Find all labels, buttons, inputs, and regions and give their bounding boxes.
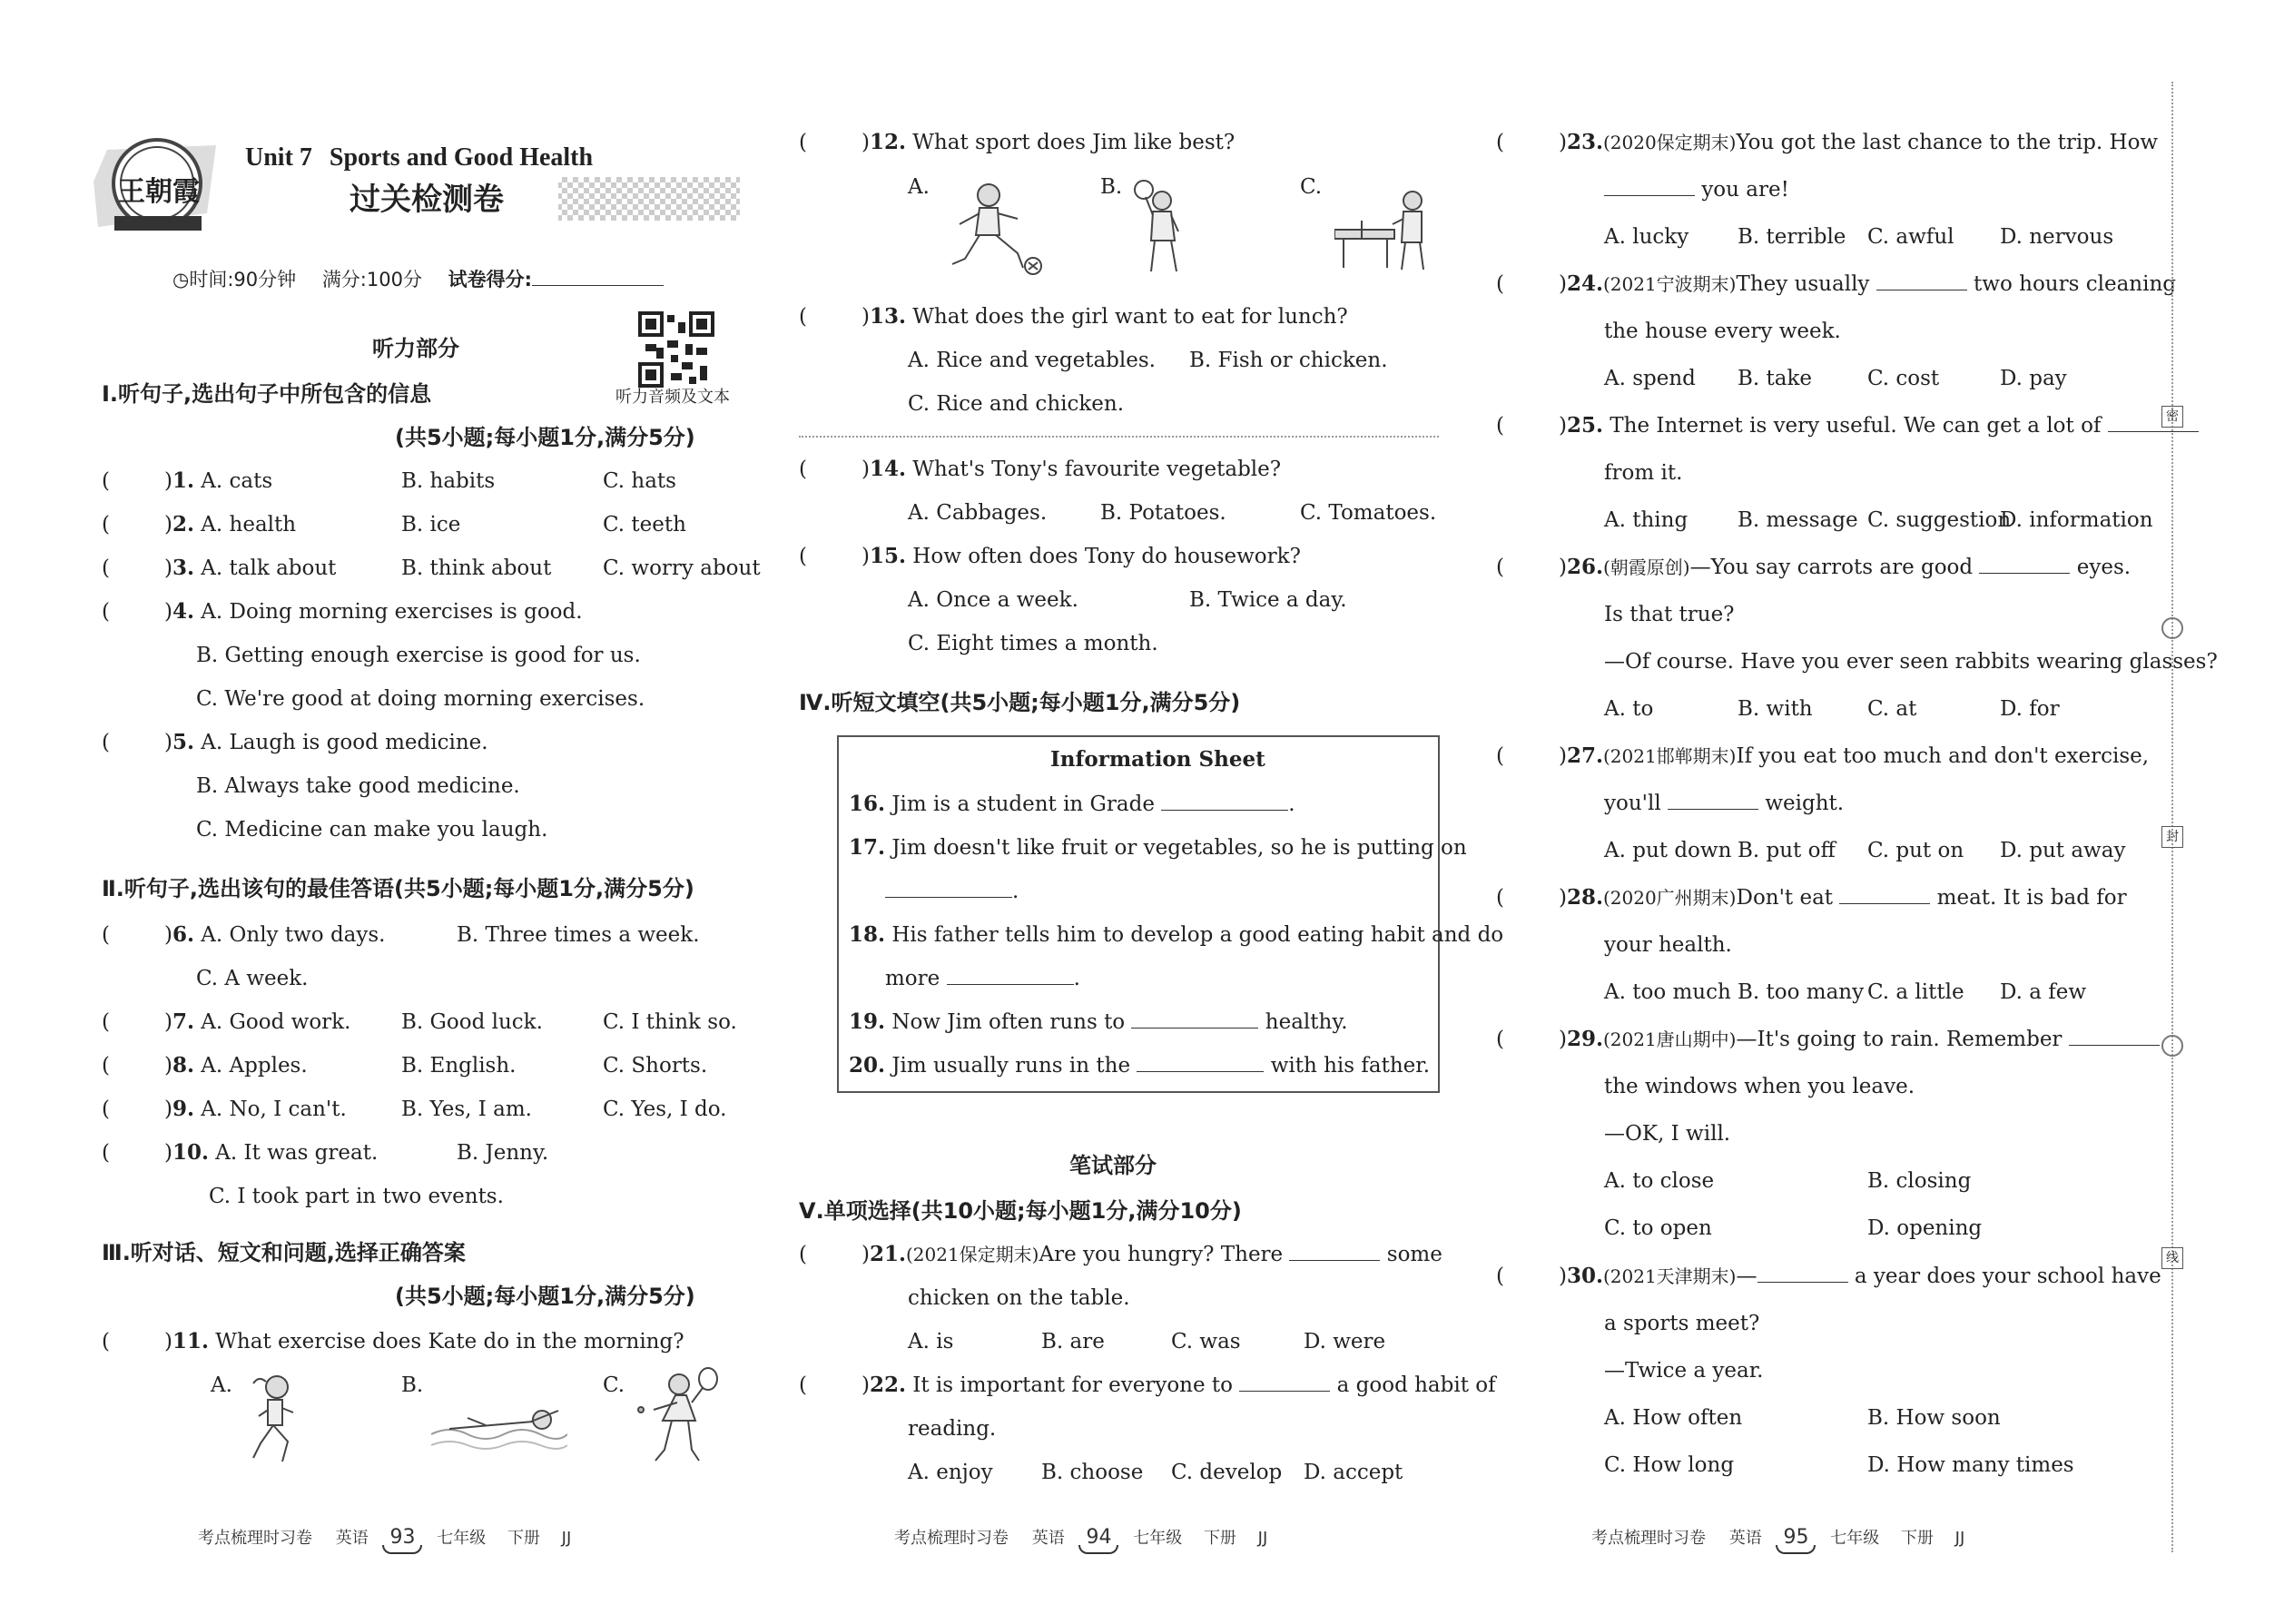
q-text: What exercise does Kate do in the morning? bbox=[215, 1330, 684, 1353]
answer-blank[interactable] bbox=[2108, 413, 2199, 432]
q30-option-c[interactable]: C. How long bbox=[1604, 1453, 1735, 1477]
publisher-logo bbox=[89, 127, 225, 236]
answer-blank[interactable] bbox=[1839, 885, 1930, 904]
q24-option-b[interactable]: B. take bbox=[1738, 367, 1813, 390]
q9-option-c[interactable]: C. Yes, I do. bbox=[603, 1097, 727, 1121]
answer-blank[interactable] bbox=[1757, 1264, 1848, 1283]
q-num: 23. bbox=[1566, 130, 1603, 154]
q-text: You got the last chance to the trip. How bbox=[1736, 131, 2159, 154]
question-16 bbox=[849, 792, 1295, 817]
running-girl-image bbox=[241, 1371, 313, 1471]
q-num: 1. bbox=[172, 468, 194, 493]
basketball-boy-image bbox=[1126, 177, 1198, 286]
footer-page-93 bbox=[198, 1525, 571, 1549]
unit-label bbox=[245, 145, 593, 171]
question-5: ( )5. A. Laugh is good medicine. bbox=[102, 730, 488, 754]
q-num: 4. bbox=[172, 599, 194, 624]
test-title: 过关检测卷 bbox=[350, 182, 504, 218]
q23-line2 bbox=[1604, 177, 1789, 202]
q7-option-b[interactable]: B. Good luck. bbox=[401, 1010, 543, 1034]
q-num: 22. bbox=[869, 1373, 906, 1397]
q-source: (朝霞原创) bbox=[1602, 556, 1690, 578]
seal-mark: 线 bbox=[2161, 1247, 2183, 1269]
q5-option-b[interactable]: B. Always take good medicine. bbox=[196, 774, 520, 798]
question-25: ( )25. The Internet is very useful. We can get a lot of bbox=[1496, 413, 2199, 438]
option-a[interactable]: A. talk about bbox=[201, 556, 337, 580]
footer-ed: JJ bbox=[561, 1529, 572, 1548]
option-a[interactable]: A. It was great. bbox=[215, 1141, 379, 1165]
q-text: If you eat too much and don't exercise, bbox=[1736, 744, 2150, 768]
q-num: 29. bbox=[1566, 1027, 1603, 1051]
q-num: 12. bbox=[869, 130, 906, 154]
q-text: His father tells him to develop a good eating habit and do bbox=[891, 923, 1504, 947]
q-text: Don't eat bbox=[1736, 886, 1834, 910]
q28-option-c[interactable]: C. a little bbox=[1867, 980, 1964, 1004]
q-end: weight. bbox=[1765, 792, 1845, 815]
qr-caption: 听力音频及文本 bbox=[615, 388, 730, 407]
time-text: 时间:90分钟 bbox=[189, 269, 297, 290]
q26-line3: —Of course. Have you ever seen rabbits wearing glasses? bbox=[1604, 650, 2218, 674]
q27-option-b[interactable]: B. put off bbox=[1738, 839, 1836, 862]
binding-line bbox=[2171, 82, 2173, 1552]
q23-option-a[interactable]: A. lucky bbox=[1604, 225, 1689, 249]
footer-subject: 英语 bbox=[335, 1529, 369, 1548]
q9-option-b[interactable]: B. Yes, I am. bbox=[401, 1097, 532, 1121]
footer-subject: 英语 bbox=[1031, 1529, 1065, 1548]
question-4: ( )4. A. Doing morning exercises is good. bbox=[102, 599, 583, 624]
question-21: ( )21.(2021保定期末)Are you hungry? There some bbox=[799, 1242, 1442, 1266]
writing-title: 笔试部分 bbox=[1069, 1153, 1157, 1178]
answer-blank[interactable] bbox=[1668, 791, 1758, 810]
q-end: eyes. bbox=[2076, 556, 2132, 579]
question-17 bbox=[849, 835, 1467, 861]
q26-option-c[interactable]: C. at bbox=[1867, 697, 1917, 721]
q-end: . bbox=[1012, 880, 1019, 903]
question-30: ( )30.(2021天津期末)— a year does your school have bbox=[1496, 1264, 2161, 1288]
q-num: 24. bbox=[1566, 271, 1603, 296]
q28-option-d[interactable]: D. a few bbox=[2000, 980, 2087, 1004]
q11-option-a[interactable]: A. bbox=[211, 1373, 232, 1397]
logo-text: 王朝霞 bbox=[118, 176, 200, 208]
question-8: ( )8. A. Apples. bbox=[102, 1053, 308, 1078]
q26-option-d[interactable]: D. for bbox=[2000, 697, 2060, 721]
seal-mark: 封 bbox=[2161, 826, 2183, 848]
q12-option-c[interactable]: C. bbox=[1300, 175, 1323, 199]
q-num: 7. bbox=[172, 1009, 194, 1034]
q24-option-c[interactable]: C. cost bbox=[1867, 367, 1940, 390]
q-num: 30. bbox=[1566, 1264, 1603, 1288]
q-num: 2. bbox=[172, 512, 194, 536]
section3-title: Ⅲ.听对话、短文和问题,选择正确答案 bbox=[102, 1240, 466, 1265]
q13-option-c[interactable]: C. Rice and chicken. bbox=[908, 392, 1125, 416]
answer-blank[interactable] bbox=[1876, 271, 1967, 290]
q25-option-c[interactable]: C. suggestion bbox=[1867, 508, 2012, 532]
footer-subject: 英语 bbox=[1728, 1529, 1762, 1548]
option-a[interactable]: A. Laugh is good medicine. bbox=[201, 731, 488, 754]
q21-option-b[interactable]: B. are bbox=[1041, 1330, 1105, 1353]
q13-option-b[interactable]: B. Fish or chicken. bbox=[1189, 349, 1388, 372]
question-3: ( )3. A. talk about bbox=[102, 556, 337, 580]
q29-line3: —OK, I will. bbox=[1604, 1122, 1731, 1146]
q-text: Jim usually runs in the bbox=[891, 1054, 1131, 1078]
q25-option-a[interactable]: A. thing bbox=[1604, 508, 1689, 532]
q10-option-c[interactable]: C. I took part in two events. bbox=[209, 1185, 504, 1208]
q4-option-c[interactable]: C. We're good at doing morning exercises. bbox=[196, 687, 645, 711]
q27-line2 bbox=[1604, 791, 1844, 816]
q-text: The Internet is very useful. We can get a lot of bbox=[1610, 414, 2102, 438]
q22-option-c[interactable]: C. develop bbox=[1171, 1461, 1283, 1484]
question-24: ( )24.(2021宁波期末)They usually two hours cleaning bbox=[1496, 271, 2176, 296]
q13-option-a[interactable]: A. Rice and vegetables. bbox=[908, 349, 1156, 372]
q-num: 27. bbox=[1566, 743, 1603, 768]
page-number: 93 bbox=[389, 1526, 416, 1549]
q27-option-a[interactable]: A. put down bbox=[1604, 839, 1732, 862]
question-15: ( )15. How often does Tony do housework? bbox=[799, 544, 1301, 568]
q-num: 16. bbox=[849, 792, 886, 816]
q-end: meat. It is bad for bbox=[1936, 886, 2127, 910]
q-num: 17. bbox=[849, 835, 886, 860]
q14-option-c[interactable]: C. Tomatoes. bbox=[1300, 501, 1437, 525]
answer-blank[interactable] bbox=[2069, 1027, 2160, 1046]
section1-title: Ⅰ.听句子,选出句子中所包含的信息 bbox=[102, 381, 432, 407]
q-source: (2021宁波期末) bbox=[1602, 273, 1737, 295]
q-source: (2021天津期末) bbox=[1602, 1265, 1737, 1287]
question-6: ( )6. A. Only two days. bbox=[102, 922, 386, 947]
q14-option-a[interactable]: A. Cabbages. bbox=[908, 501, 1048, 525]
q-text: Now Jim often runs to bbox=[891, 1010, 1126, 1034]
score-label: 试卷得分: bbox=[448, 269, 533, 290]
swimming-image bbox=[431, 1398, 567, 1462]
option-a[interactable]: A. No, I can't. bbox=[201, 1097, 347, 1121]
q7-option-c[interactable]: C. I think so. bbox=[603, 1010, 737, 1034]
q6-option-b[interactable]: B. Three times a week. bbox=[457, 923, 700, 947]
q-num: 5. bbox=[172, 730, 194, 754]
q-num: 18. bbox=[849, 922, 886, 947]
q15-option-b[interactable]: B. Twice a day. bbox=[1189, 588, 1347, 612]
q10-option-b[interactable]: B. Jenny. bbox=[457, 1141, 549, 1165]
q28-option-b[interactable]: B. too many bbox=[1738, 980, 1865, 1004]
q30-option-d[interactable]: D. How many times bbox=[1867, 1453, 2074, 1477]
q11-option-c[interactable]: C. bbox=[603, 1373, 625, 1397]
q14-option-b[interactable]: B. Potatoes. bbox=[1100, 501, 1226, 525]
section4-title: Ⅳ.听短文填空(共5小题;每小题1分,满分5分) bbox=[799, 690, 1241, 715]
sheet-title: Information Sheet bbox=[1050, 747, 1265, 772]
unit-number: Unit 7 bbox=[245, 143, 312, 172]
q-source: (2020保定期末) bbox=[1602, 132, 1737, 153]
option-a[interactable]: A. cats bbox=[201, 469, 273, 493]
q23-option-b[interactable]: B. terrible bbox=[1738, 225, 1846, 249]
tennis-girl-image bbox=[635, 1366, 726, 1471]
q-end: a year does your school have bbox=[1854, 1265, 2161, 1288]
footer-book: 考点梳理时习卷 bbox=[198, 1529, 312, 1548]
q29-option-c[interactable]: C. to open bbox=[1604, 1216, 1712, 1240]
footer-grade: 七年级 bbox=[1133, 1529, 1183, 1548]
q-end: a good habit of bbox=[1336, 1373, 1496, 1397]
section5-title: Ⅴ.单项选择(共10小题;每小题1分,满分10分) bbox=[799, 1198, 1242, 1224]
q21-option-c[interactable]: C. was bbox=[1171, 1330, 1241, 1353]
q22-option-a[interactable]: A. enjoy bbox=[908, 1461, 993, 1484]
qr-code bbox=[638, 311, 714, 388]
question-13: ( )13. What does the girl want to eat for lunch? bbox=[799, 304, 1348, 329]
time-info bbox=[172, 267, 664, 292]
q-text: Are you hungry? There bbox=[1039, 1243, 1284, 1266]
q23-option-c[interactable]: C. awful bbox=[1867, 225, 1954, 249]
q21-option-d[interactable]: D. were bbox=[1304, 1330, 1386, 1353]
question-7: ( )7. A. Good work. bbox=[102, 1009, 351, 1034]
answer-blank[interactable] bbox=[1137, 1053, 1264, 1072]
q25-line2: from it. bbox=[1604, 461, 1683, 485]
q21-option-a[interactable]: A. is bbox=[908, 1330, 954, 1353]
question-11: ( )11. What exercise does Kate do in the morning? bbox=[102, 1329, 684, 1353]
q-num: 3. bbox=[172, 556, 194, 580]
answer-blank[interactable] bbox=[1131, 1009, 1258, 1029]
q-text: It is important for everyone to bbox=[912, 1373, 1234, 1397]
q22-option-d[interactable]: D. accept bbox=[1304, 1461, 1403, 1484]
q1-option-c[interactable]: C. hats bbox=[603, 469, 676, 493]
q27-option-d[interactable]: D. put away bbox=[2000, 839, 2126, 862]
q-text: Jim doesn't like fruit or vegetables, so he is putting on bbox=[891, 836, 1467, 860]
q1-option-b[interactable]: B. habits bbox=[401, 469, 496, 493]
answer-blank[interactable] bbox=[1239, 1373, 1330, 1392]
q-num: 14. bbox=[869, 457, 906, 481]
question-14: ( )14. What's Tony's favourite vegetable? bbox=[799, 457, 1282, 481]
footer-book: 考点梳理时习卷 bbox=[1591, 1529, 1706, 1548]
footer-grade: 七年级 bbox=[437, 1529, 487, 1548]
q-text: —It's going to rain. Remember bbox=[1736, 1028, 2063, 1051]
q-end: . bbox=[1288, 792, 1295, 816]
q15-option-c[interactable]: C. Eight times a month. bbox=[908, 632, 1158, 655]
q27-option-c[interactable]: C. put on bbox=[1867, 839, 1964, 862]
listening-title: 听力部分 bbox=[372, 336, 459, 361]
q-num: 20. bbox=[849, 1053, 886, 1078]
q4-option-b[interactable]: B. Getting enough exercise is good for us. bbox=[196, 644, 641, 667]
q-end: you are! bbox=[1701, 178, 1789, 202]
q30-line2: a sports meet? bbox=[1604, 1312, 1760, 1335]
q-end: some bbox=[1386, 1243, 1442, 1266]
q-text: What does the girl want to eat for lunch? bbox=[912, 305, 1348, 329]
q15-option-a[interactable]: A. Once a week. bbox=[908, 588, 1078, 612]
q8-option-b[interactable]: B. English. bbox=[401, 1054, 517, 1078]
question-23: ( )23.(2020保定期末)You got the last chance to the trip. How bbox=[1496, 130, 2159, 154]
q-num: 8. bbox=[172, 1053, 194, 1078]
q-num: 15. bbox=[869, 544, 906, 568]
question-29: ( )29.(2021唐山期中)—It's going to rain. Remember bbox=[1496, 1027, 2160, 1052]
answer-blank[interactable] bbox=[885, 879, 1012, 898]
question-27: ( )27.(2021邯郸期末)If you eat too much and don't exercise, bbox=[1496, 743, 2150, 768]
q-end: . bbox=[1073, 967, 1080, 990]
option-a[interactable]: A. health bbox=[201, 513, 297, 536]
q2-option-c[interactable]: C. teeth bbox=[603, 513, 686, 536]
q6-option-c[interactable]: C. A week. bbox=[196, 967, 309, 990]
q-source: (2021唐山期中) bbox=[1602, 1029, 1737, 1050]
q30-line3: —Twice a year. bbox=[1604, 1359, 1764, 1383]
q-source: (2021保定期末) bbox=[905, 1244, 1039, 1265]
option-a[interactable]: A. Only two days. bbox=[201, 923, 386, 947]
q-text2: you'll bbox=[1604, 792, 1661, 815]
q-num: 21. bbox=[869, 1242, 906, 1266]
q25-option-d[interactable]: D. information bbox=[2000, 508, 2153, 532]
q29-option-b[interactable]: B. closing bbox=[1867, 1169, 1972, 1193]
q-num: 11. bbox=[172, 1329, 209, 1353]
q-text2: more bbox=[885, 967, 940, 990]
q21-line2: chicken on the table. bbox=[908, 1286, 1130, 1310]
option-a[interactable]: A. Apples. bbox=[201, 1054, 308, 1078]
question-22: ( )22. It is important for everyone to a good habit of bbox=[799, 1373, 1496, 1397]
clock-icon: ◷ bbox=[172, 269, 190, 290]
q-num: 19. bbox=[849, 1009, 886, 1034]
q-num: 6. bbox=[172, 922, 194, 947]
q-num: 26. bbox=[1566, 555, 1603, 579]
q3-option-c[interactable]: C. worry about bbox=[603, 556, 761, 580]
q24-option-d[interactable]: D. pay bbox=[2000, 367, 2067, 390]
q-text: What sport does Jim like best? bbox=[912, 131, 1236, 154]
q-text: How often does Tony do housework? bbox=[912, 545, 1301, 568]
answer-blank[interactable] bbox=[1289, 1242, 1380, 1261]
q29-line2: the windows when you leave. bbox=[1604, 1075, 1915, 1098]
q-num: 9. bbox=[172, 1097, 194, 1121]
question-26: ( )26.(朝霞原创)—You say carrots are good eyes. bbox=[1496, 555, 2132, 579]
page-number: 95 bbox=[1783, 1526, 1809, 1549]
q-text: —You say carrots are good bbox=[1689, 556, 1974, 579]
footer-book: 考点梳理时习卷 bbox=[894, 1529, 1009, 1548]
table-tennis-image bbox=[1334, 186, 1434, 277]
q-num: 28. bbox=[1566, 885, 1603, 910]
q26-line2: Is that true? bbox=[1604, 603, 1735, 626]
question-28: ( )28.(2020广州期末)Don't eat meat. It is bad for bbox=[1496, 885, 2127, 910]
q28-option-a[interactable]: A. too much bbox=[1604, 980, 1731, 1004]
answer-blank[interactable] bbox=[1161, 792, 1288, 811]
section-divider bbox=[799, 436, 1439, 438]
question-20 bbox=[849, 1053, 1430, 1078]
answer-blank[interactable] bbox=[1604, 177, 1695, 196]
section3-note: (共5小题;每小题1分,满分5分) bbox=[395, 1284, 695, 1309]
q-num: 13. bbox=[869, 304, 906, 329]
binding-hole-icon bbox=[2161, 617, 2183, 639]
q5-option-c[interactable]: C. Medicine can make you laugh. bbox=[196, 818, 548, 842]
option-a[interactable]: A. Good work. bbox=[201, 1010, 351, 1034]
footer-page-95 bbox=[1591, 1525, 1964, 1549]
question-12: ( )12. What sport does Jim like best? bbox=[799, 130, 1236, 154]
footer-ed: JJ bbox=[1954, 1529, 1965, 1548]
q24-line2: the house every week. bbox=[1604, 320, 1841, 343]
unit-title: Sports and Good Health bbox=[329, 143, 594, 172]
score-field[interactable] bbox=[532, 267, 664, 286]
q29-option-a[interactable]: A. to close bbox=[1604, 1169, 1715, 1193]
question-2: ( )2. A. health bbox=[102, 512, 297, 536]
question-18 bbox=[849, 922, 1503, 948]
q22-line2: reading. bbox=[908, 1417, 997, 1441]
option-a[interactable]: A. Doing morning exercises is good. bbox=[201, 600, 583, 624]
q12-option-b[interactable]: B. bbox=[1100, 175, 1123, 199]
q-text: — bbox=[1736, 1265, 1757, 1288]
q-end: two hours cleaning bbox=[1974, 272, 2176, 296]
question-1: ( )1. A. cats bbox=[102, 468, 273, 493]
q17-blank-line bbox=[885, 879, 1019, 904]
question-19 bbox=[849, 1009, 1348, 1035]
q28-line2: your health. bbox=[1604, 933, 1732, 957]
q30-option-b[interactable]: B. How soon bbox=[1867, 1406, 2001, 1430]
q18-blank-line bbox=[885, 966, 1080, 991]
q-num: 10. bbox=[172, 1140, 209, 1165]
q24-option-a[interactable]: A. spend bbox=[1604, 367, 1696, 390]
binding-hole-icon bbox=[2161, 1035, 2183, 1057]
answer-blank[interactable] bbox=[1979, 555, 2070, 574]
q-text: Jim is a student in Grade bbox=[891, 792, 1155, 816]
footer-vol: 下册 bbox=[507, 1529, 540, 1548]
q11-option-b[interactable]: B. bbox=[401, 1373, 424, 1397]
q-end: with his father. bbox=[1270, 1054, 1431, 1078]
q-num: 25. bbox=[1566, 413, 1603, 438]
footer-vol: 下册 bbox=[1203, 1529, 1236, 1548]
q8-option-c[interactable]: C. Shorts. bbox=[603, 1054, 708, 1078]
full-score: 满分:100分 bbox=[321, 269, 422, 290]
section1-note: (共5小题;每小题1分,满分5分) bbox=[395, 425, 695, 450]
page-number: 94 bbox=[1086, 1526, 1112, 1549]
q26-option-b[interactable]: B. with bbox=[1738, 697, 1813, 721]
footer-ed: JJ bbox=[1257, 1529, 1268, 1548]
q-end: healthy. bbox=[1265, 1010, 1348, 1034]
question-10: ( )10. A. It was great. bbox=[102, 1140, 379, 1165]
q-source: (2021邯郸期末) bbox=[1602, 745, 1737, 767]
q25-option-b[interactable]: B. message bbox=[1738, 508, 1858, 532]
information-sheet bbox=[837, 735, 1440, 1093]
q2-option-b[interactable]: B. ice bbox=[401, 513, 461, 536]
q30-option-a[interactable]: A. How often bbox=[1604, 1406, 1743, 1430]
q29-option-d[interactable]: D. opening bbox=[1867, 1216, 1983, 1240]
q12-option-a[interactable]: A. bbox=[908, 175, 930, 199]
question-9: ( )9. A. No, I can't. bbox=[102, 1097, 347, 1121]
q3-option-b[interactable]: B. think about bbox=[401, 556, 552, 580]
q-text: They usually bbox=[1736, 272, 1870, 296]
q26-option-a[interactable]: A. to bbox=[1604, 697, 1654, 721]
seal-mark: 密 bbox=[2161, 406, 2183, 428]
q-source: (2020广州期末) bbox=[1602, 887, 1737, 909]
football-boy-image bbox=[940, 177, 1049, 281]
q23-option-d[interactable]: D. nervous bbox=[2000, 225, 2114, 249]
answer-blank[interactable] bbox=[947, 966, 1074, 985]
q-text: What's Tony's favourite vegetable? bbox=[912, 458, 1282, 481]
footer-vol: 下册 bbox=[1900, 1529, 1934, 1548]
q22-option-b[interactable]: B. choose bbox=[1041, 1461, 1144, 1484]
footer-grade: 七年级 bbox=[1830, 1529, 1880, 1548]
footer-page-94 bbox=[894, 1525, 1267, 1549]
section2-title: Ⅱ.听句子,选出该句的最佳答语(共5小题;每小题1分,满分5分) bbox=[102, 876, 694, 901]
